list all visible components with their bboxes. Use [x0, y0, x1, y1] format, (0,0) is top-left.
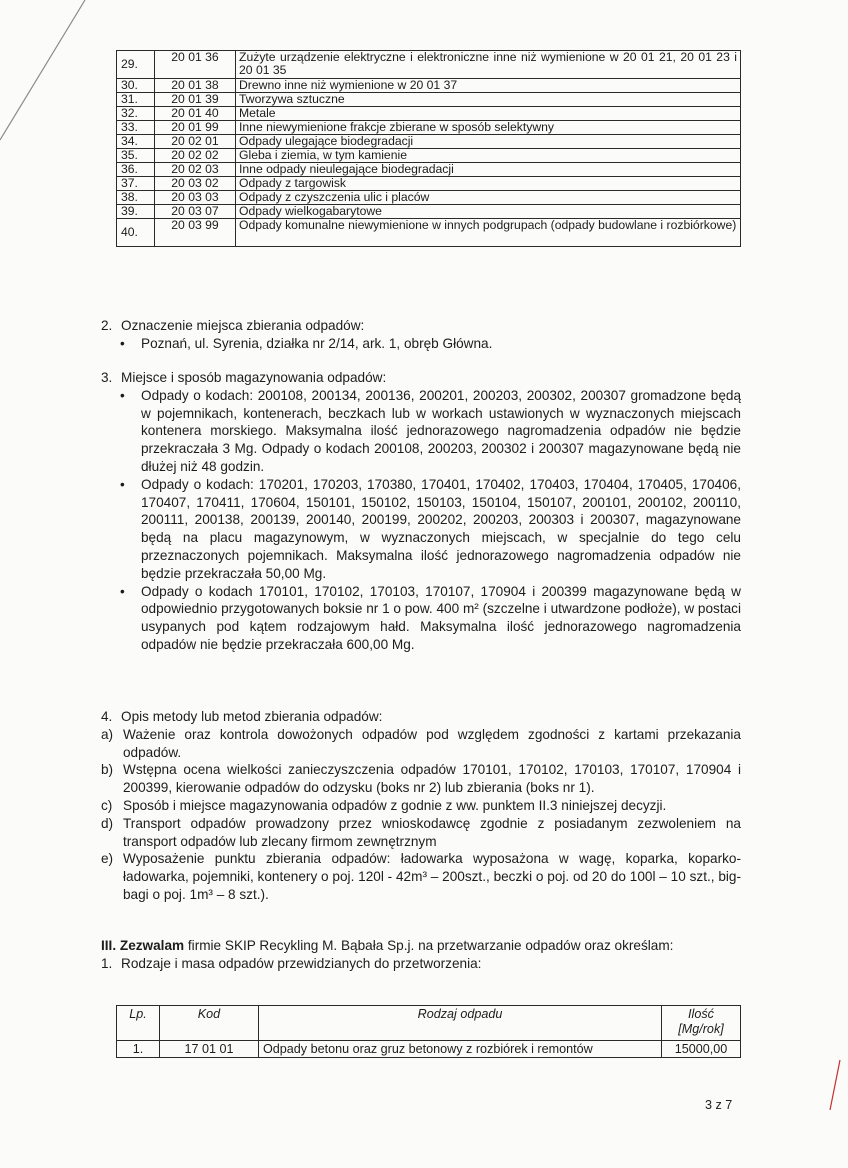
cell-kod: 20 01 40: [155, 107, 236, 121]
section-4-heading: [101, 708, 741, 726]
bullet-icon: •: [120, 476, 125, 492]
cell-name: Odpady wielkogabarytowe: [236, 205, 741, 219]
table-row: [117, 93, 741, 107]
cell-lp: 39.: [117, 205, 155, 219]
cell-lp: 37.: [117, 177, 155, 191]
cell-name: Inne niewymienione frakcje zbierane w sposób selektywny: [236, 121, 741, 135]
item-text: Ważenie oraz kontrola dowożonych odpadów pod względem zgodności z kartami przekazania odpadów.: [123, 726, 741, 760]
list-item: [101, 583, 741, 654]
cell-lp: 32.: [117, 107, 155, 121]
item-letter: e): [101, 851, 114, 867]
section-3: [101, 369, 741, 654]
table-row: [117, 219, 741, 247]
cell-name: Metale: [236, 107, 741, 121]
table-row: [117, 163, 741, 177]
header-kod: Kod: [160, 1006, 259, 1041]
list-item: [101, 335, 741, 353]
section-2-bullets: [101, 335, 741, 353]
table-row: [117, 191, 741, 205]
section-III-item-1: [101, 955, 741, 973]
section-III: [101, 937, 741, 973]
cell-kod: 20 01 99: [155, 121, 236, 135]
cell-lp: 29.: [117, 51, 155, 79]
cell-lp: 35.: [117, 149, 155, 163]
waste-codes-table: [116, 50, 741, 247]
cell-lp: 40.: [117, 219, 155, 247]
cell-lp: 1.: [117, 1041, 160, 1058]
cell-lp: 34.: [117, 135, 155, 149]
item-letter: a): [101, 726, 114, 742]
cell-lp: 33.: [117, 121, 155, 135]
cell-name: Inne odpady nieulegające biodegradacji: [236, 163, 741, 177]
item-letter: b): [101, 762, 114, 778]
cell-lp: 31.: [117, 93, 155, 107]
cell-kod: 20 03 03: [155, 191, 236, 205]
cell-kod: 20 01 39: [155, 93, 236, 107]
table-row: [117, 135, 741, 149]
cell-name: Odpady ulegające biodegradacji: [236, 135, 741, 149]
cell-kod: 20 02 03: [155, 163, 236, 177]
section-3-number: 3.: [101, 370, 113, 385]
list-item: [101, 726, 741, 762]
scan-red-mark: [830, 1060, 840, 1110]
item-text: Wyposażenie punktu zbierania odpadów: ładowarka wyposażona w wagę, koparka, koparko-ładowarka, pojemniki, kontenery o poj. 120l - 42m³ – 200szt., beczki o poj. od 20 do 100l – 10 szt., big-bagi o poj. 1m³ – 8 szt.).: [123, 851, 741, 902]
cell-lp: 38.: [117, 191, 155, 205]
section-4: [101, 708, 741, 904]
header-ilosc: [662, 1006, 741, 1041]
cell-lp: 36.: [117, 163, 155, 177]
item-text: Wstępna ocena wielkości zanieczyszczenia odpadów 170101, 170102, 170103, 170107, 170904 i 200399, kierowanie odpadów do odzysku (boks nr 2) lub zbierania (boks nr 1).: [123, 762, 741, 796]
cell-kod: 17 01 01: [160, 1041, 259, 1058]
bullet-icon: •: [120, 335, 125, 351]
scan-diagonal-line: [0, 0, 85, 140]
section-III-intro: [101, 937, 741, 955]
header-rodzaj: Rodzaj odpadu: [259, 1006, 662, 1041]
section-III-item-1-number: 1.: [101, 955, 113, 971]
header-ilosc-line2: [Mg/rok]: [678, 1022, 724, 1036]
table-row: [117, 107, 741, 121]
section-III-item-1-text: Rodzaje i masa odpadów przewidzianych do przetworzenia:: [121, 955, 482, 971]
bullet-icon: •: [120, 583, 125, 599]
table-row: [117, 1041, 741, 1058]
waste-table-body: [117, 51, 741, 247]
list-item: [101, 797, 741, 815]
table-row: [117, 79, 741, 93]
header-ilosc-line1: Ilość: [688, 1007, 714, 1021]
cell-name: Odpady z targowisk: [236, 177, 741, 191]
list-item: [101, 476, 741, 583]
page-number: 3 z 7: [705, 1098, 733, 1112]
section-III-text: firmie SKIP Recykling M. Bąbała Sp.j. na przetwarzanie odpadów oraz określam:: [187, 938, 674, 953]
list-item: [101, 761, 741, 797]
cell-name: Tworzywa sztuczne: [236, 93, 741, 107]
cell-kod: 20 01 36: [155, 51, 236, 79]
table-row: [117, 205, 741, 219]
section-3-bullet-text: Odpady o kodach: 200108, 200134, 200136, 200201, 200203, 200302, 200307 gromadzone będą w pojemnikach, kontenerach, beczkach lub w workach ustawionych w wyznaczonych miejscach kontenera morskiego. Maksymalna ilość jednorazowego nagromadzenia odpadów nie będzie przekraczała 3 Mg. Odpady o kodach 200108, 200203, 200302 i 200307 magazynowane będą nie dłużej niż 48 godzin.: [141, 387, 741, 474]
section-2-bullet-text: Poznań, ul. Syrenia, działka nr 2/14, ark. 1, obręb Główna.: [141, 335, 493, 351]
cell-kod: 20 03 07: [155, 205, 236, 219]
cell-name: Gleba i ziemia, w tym kamienie: [236, 149, 741, 163]
cell-name: Odpady z czyszczenia ulic i placów: [236, 191, 741, 205]
item-letter: d): [101, 815, 114, 831]
cell-kod: 20 03 02: [155, 177, 236, 191]
section-III-firm-word: Zezwalam: [119, 938, 185, 953]
section-3-bullet-text: Odpady o kodach: 170201, 170203, 170380, 170401, 170402, 170403, 170404, 170405, 170406, 170407, 170411, 170604, 150101, 150102, 150103, 150104, 150107, 200101, 200102, 200110, 200111, 200138, 200139, 200140, 200199, 200202, 200203, 200303 i 200307, magazynowane będą na placu magazynowym, w wyznaczonych miejscach, w specjalnie do tego celu przeznaczonych pojemnikach. Maksymalna ilość jednorazowego nagromadzenia odpadów nie będzie przekraczała 50,00 Mg.: [141, 476, 741, 581]
list-item: [101, 850, 741, 903]
cell-kod: 20 03 99: [155, 219, 236, 247]
section-3-bullets: [101, 387, 741, 654]
cell-rodzaj: Odpady betonu oraz gruz betonowy z rozbiórek i remontów: [259, 1041, 662, 1058]
section-4-number: 4.: [101, 709, 113, 724]
cell-name: Odpady komunalne niewymienione w innych podgrupach (odpady budowlane i rozbiórkowe): [236, 219, 741, 247]
section-2-heading-text: Oznaczenie miejsca zbierania odpadów:: [121, 318, 365, 333]
cell-kod: 20 02 02: [155, 149, 236, 163]
cell-kod: 20 01 38: [155, 79, 236, 93]
section-4-heading-text: Opis metody lub metod zbierania odpadów:: [121, 709, 383, 724]
item-text: Sposób i miejsce magazynowania odpadów z godnie z ww. punktem II.3 niniejszej decyzji.: [123, 797, 667, 813]
cell-name: Zużyte urządzenie elektryczne i elektroniczne inne niż wymienione w 20 01 21, 20 01 23 i 20 01 35: [236, 51, 741, 79]
item-letter: c): [101, 797, 113, 813]
section-4-items: [101, 726, 741, 904]
header-lp: Lp.: [117, 1006, 160, 1041]
processing-table: [116, 1005, 741, 1058]
section-2: [101, 317, 741, 353]
table-row: [117, 121, 741, 135]
list-item: [101, 387, 741, 476]
cell-name: Drewno inne niż wymienione w 20 01 37: [236, 79, 741, 93]
list-item: [101, 815, 741, 851]
cell-kod: 20 02 01: [155, 135, 236, 149]
table-row: [117, 51, 741, 79]
section-III-roman: III.: [101, 938, 117, 953]
section-3-bullet-text: Odpady o kodach 170101, 170102, 170103, 170107, 170904 i 200399 magazynowane będą w odpowiednio przygotowanych boksie nr 1 o pow. 400 m² (szczelne i utwardzone podłoże), w postaci usypanych pod kątem rodzajowym hałd. Maksymalna ilość jednorazowego nagromadzenia odpadów nie będzie przekraczała 600,00 Mg.: [141, 583, 741, 652]
section-2-heading: [101, 317, 741, 335]
section-3-heading-text: Miejsce i sposób magazynowania odpadów:: [121, 370, 387, 385]
table-row: [117, 149, 741, 163]
table-header-row: [117, 1006, 741, 1041]
cell-ilosc: 15000,00: [662, 1041, 741, 1058]
section-2-number: 2.: [101, 318, 113, 333]
item-text: Transport odpadów prowadzony przez wnioskodawcę zgodnie z posiadanym zezwoleniem na transport odpadów lub zlecany firmom zewnętrznym: [123, 815, 741, 849]
table-row: [117, 177, 741, 191]
cell-lp: 30.: [117, 79, 155, 93]
section-3-heading: [101, 369, 741, 387]
bullet-icon: •: [120, 387, 125, 403]
